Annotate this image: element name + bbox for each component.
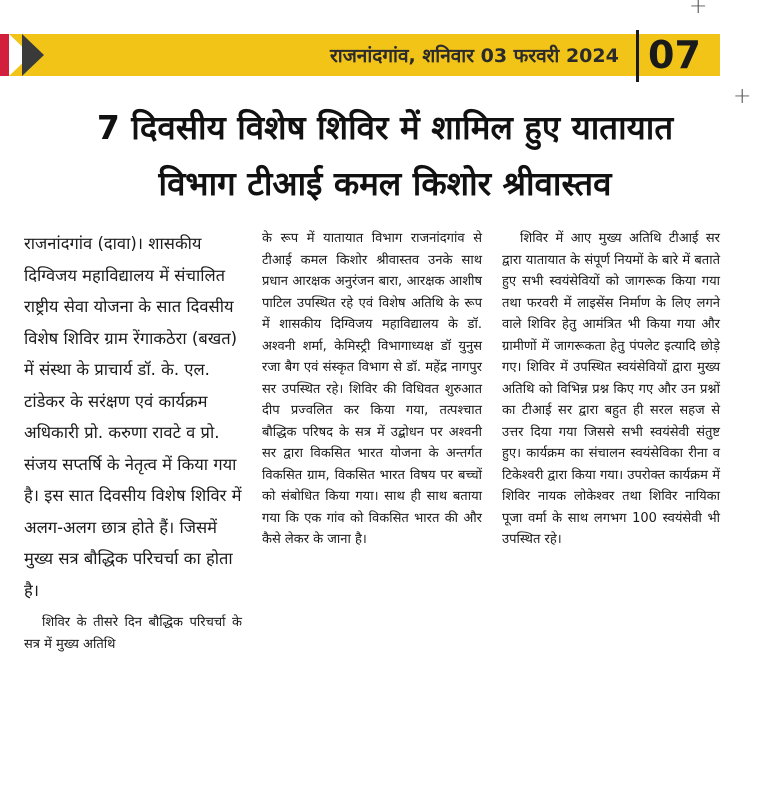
- article-column-2: [262, 228, 482, 551]
- article-column-3: [502, 228, 720, 551]
- column-3-text: शिविर में आए मुख्य अतिथि टीआई सर द्वारा यातायात के संपूर्ण नियमों के बारे में बताते हुए सभी स्वयंसेवियों को जागरूक किया गया तथा फरवरी में लाइसेंस निर्माण के लिए लगने वाले शिविर हेतु आमंत्रित भी किया गया और ग्रामीणों में जागरूकता हेतु पंपलेट इत्यादि छोड़े गए। शिविर में उपस्थित स्वयंसेवियों द्वारा मुख्य अतिथि को विभिन्न प्रश्न किए गए और उन प्रश्नों का टीआई सर द्वारा बहुत ही सरल सहज से उत्तर दिया गया जिससे सभी स्वयंसेवी संतुष्ट हुए। कार्यक्रम का संचालन स्वयंसेविका रीना व टिकेश्वरी द्वारा किया गया। उपरोक्त कार्यक्रम में शिविर नायक लोकेश्वर तथा शिविर नायिका पूजा वर्मा के साथ लगभग 100 स्वयंसेवी भी उपस्थित रहे।: [502, 231, 720, 547]
- column-2-text: के रूप में यातायात विभाग राजनांदगांव से टीआई कमल किशोर श्रीवास्तव उनके साथ प्रधान आरक्षक अनुरंजन बारा, आरक्षक आशीष पाटिल उपस्थित रहे एवं विशेष अतिथि के रूप में शासकीय दिग्विजय महाविद्यालय के डॉ. अश्वनी शर्मा, केमिस्ट्री विभागाध्यक्ष डॉ युनुस रजा बैग एवं संस्कृत विभाग से डॉ. महेंद्र नागपुर सर उपस्थित रहे। शिविर की विधिवत शुरुआत दीप प्रज्वलित कर किया गया, तत्पश्चात बौद्धिक परिषद के सत्र में उद्बोधन पर अश्वनी सर द्वारा विकसित भारत योजना के अन्तर्गत विकसित ग्राम, विकसित भारत विषय पर बच्चों को संबोधित किया गया। साथ ही साथ बताया गया कि एक गांव को विकसित भारत की और कैसे लेकर के जाना है।: [262, 231, 482, 547]
- header-divider: [636, 30, 639, 82]
- header-red-strip: [0, 34, 9, 76]
- column-1-paragraph-2: शिविर के तीसरे दिन बौद्धिक परिचर्चा के सत्र में मुख्य अतिथि: [24, 615, 242, 652]
- dateline: राजनांदगांव, शनिवार 03 फरवरी 2024: [330, 45, 619, 67]
- crop-mark-icon: +: [733, 84, 752, 109]
- column-1-intro: राजनांदगांव (दावा)। शासकीय दिग्विजय महाविद्यालय में संचालित राष्ट्रीय सेवा योजना के सात दिवसीय विशेष शिविर ग्राम रेंगाकठेरा (बखत) में संस्था के प्राचार्य डॉ. के. एल. टांडेकर के सरंक्षण एवं कार्यक्रम अधिकारी प्रो. करुणा रावटे व प्रो. संजय सप्तर्षि के नेतृत्व में किया गया है। इस सात दिवसीय विशेष शिविर में अलग-अलग छात्र होते हैं। जिसमें मुख्य सत्र बौद्धिक परिचर्चा का होता है।: [24, 234, 242, 600]
- headline-line-2: विभाग टीआई कमल किशोर श्रीवास्तव: [158, 164, 612, 203]
- header-arrow-dark: [22, 34, 44, 76]
- page-number: 07: [648, 33, 701, 77]
- headline-line-1: 7 दिवसीय विशेष शिविर में शामिल हुए यातायात: [96, 108, 674, 147]
- article-column-1: [24, 228, 242, 655]
- crop-mark-icon: +: [689, 0, 708, 19]
